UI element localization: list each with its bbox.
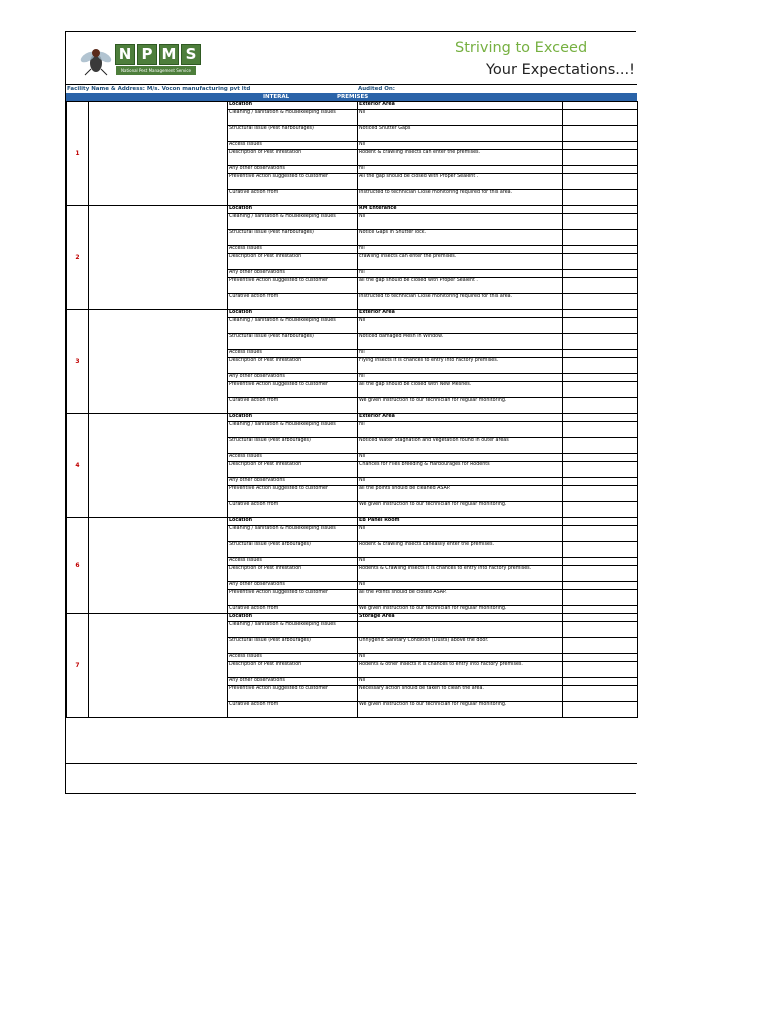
inspection-table <box>66 101 638 718</box>
remarks-cell <box>563 398 638 414</box>
remarks-cell <box>563 310 638 318</box>
row-value: Nil <box>358 582 563 590</box>
remarks-cell <box>563 334 638 350</box>
band-label-left: INTERAL <box>263 94 290 100</box>
row-label: Any other observations <box>228 166 358 174</box>
remarks-cell <box>563 206 638 214</box>
row-label: Structural Issue (Pest harbourages) <box>228 230 358 246</box>
remarks-cell <box>563 110 638 126</box>
npms-logo <box>78 41 196 81</box>
row-label: Location <box>228 102 358 110</box>
row-value: Rodent & crawling insects caneasily enter the premises. <box>358 542 563 558</box>
row-value: Noticed Water Stagnation and vegetation found in outer areas <box>358 438 563 454</box>
remarks-cell <box>563 174 638 190</box>
tagline-line-1: Striving to Exceed <box>455 40 588 56</box>
row-value: Nil <box>358 478 563 486</box>
row-value: We given instruction to our technician for regular monitoring. <box>358 606 563 614</box>
row-value: Instructed to technician Close monitoring required for this area. <box>358 190 563 206</box>
logo-subtitle: National Pest Management Service <box>116 66 196 75</box>
remarks-cell <box>563 166 638 174</box>
row-label: Curative action from <box>228 190 358 206</box>
remarks-cell <box>563 518 638 526</box>
row-label: Cleaning / sanitation & Housekeeping Issues <box>228 526 358 542</box>
row-label: Any other observations <box>228 582 358 590</box>
remarks-cell <box>563 526 638 542</box>
row-value: nil <box>358 166 563 174</box>
row-value: RM Enterance <box>358 206 563 214</box>
remarks-cell <box>563 246 638 254</box>
row-value: Nil <box>358 214 563 230</box>
remarks-cell <box>563 350 638 358</box>
section-number: 3 <box>67 310 89 414</box>
row-label: Any other observations <box>228 678 358 686</box>
section-number: 4 <box>67 414 89 518</box>
row-value: Noticed damaged Mesh in Window. <box>358 334 563 350</box>
row-label: Description of Pest Infestation <box>228 150 358 166</box>
row-label: Preventive Action suggested to customer <box>228 382 358 398</box>
row-value: nil <box>358 246 563 254</box>
row-value: Rodent & crawling insects can enter the premises. <box>358 150 563 166</box>
row-value: Exterior Area <box>358 414 563 422</box>
row-value: crawling insects can enter the premises. <box>358 254 563 270</box>
row-value: all the Points should be closed ASAP. <box>358 590 563 606</box>
row-label: Access Issues <box>228 558 358 566</box>
row-value: nil <box>358 350 563 358</box>
remarks-cell <box>563 190 638 206</box>
row-label: Cleaning / sanitation & Housekeeping Issues <box>228 422 358 438</box>
row-label: Description of Pest Infestation <box>228 566 358 582</box>
remarks-cell <box>563 422 638 438</box>
row-label: Cleaning / sanitation & Housekeeping Issues <box>228 110 358 126</box>
photo-cell <box>89 414 228 518</box>
table-row <box>67 206 638 214</box>
row-label: Preventive Action suggested to customer <box>228 486 358 502</box>
section-number: 2 <box>67 206 89 310</box>
remarks-cell <box>563 278 638 294</box>
row-label: Description of Pest Infestation <box>228 662 358 678</box>
row-value: Nil <box>358 558 563 566</box>
remarks-cell <box>563 318 638 334</box>
row-label: Preventive Action suggested to customer <box>228 590 358 606</box>
row-label: Location <box>228 518 358 526</box>
remarks-cell <box>563 270 638 278</box>
row-value: We given instruction to our technician for regular monitoring. <box>358 502 563 518</box>
row-label: Description of Pest Infestation <box>228 462 358 478</box>
table-row <box>67 102 638 110</box>
row-label: Cleaning / sanitation & Housekeeping Issues <box>228 318 358 334</box>
row-value: Unhygenic Sanitary Condition (Dusts) above the door. <box>358 638 563 654</box>
row-label: Preventive Action suggested to customer <box>228 278 358 294</box>
remarks-cell <box>563 414 638 422</box>
row-label: Structural Issue (Pest arbourages) <box>228 438 358 454</box>
photo-cell <box>89 614 228 718</box>
section-number: 6 <box>67 518 89 614</box>
remarks-cell <box>563 126 638 142</box>
row-label: Description of Pest Infestation <box>228 358 358 374</box>
row-label: Description of Pest Infestation <box>228 254 358 270</box>
row-label: Access Issues <box>228 350 358 358</box>
row-value: Notice Gaps in Shutter lock. <box>358 230 563 246</box>
table-row <box>67 614 638 622</box>
row-value: Chances for Flies breeding & Harbourages for Rodents <box>358 462 563 478</box>
remarks-cell <box>563 558 638 566</box>
facility-name: Facility Name & Address: M/s. Vocon manufacturing pvt ltd <box>67 86 251 92</box>
table-row <box>67 518 638 526</box>
tagline-line-2: Your Expectations...! <box>486 62 635 78</box>
logo-letter: P <box>137 44 157 65</box>
row-value: Nil <box>358 110 563 126</box>
row-value: Flying insects it is chances to entry into Factory premises. <box>358 358 563 374</box>
row-label: Any other observations <box>228 478 358 486</box>
photo-cell <box>89 518 228 614</box>
row-label: Structural Issue (Pest arbourages) <box>228 542 358 558</box>
row-value: Storage Area <box>358 614 563 622</box>
photo-cell <box>89 206 228 310</box>
row-label: Location <box>228 614 358 622</box>
remarks-cell <box>563 454 638 462</box>
row-value: Nil <box>358 318 563 334</box>
logo-letter: M <box>159 44 179 65</box>
section-number: 7 <box>67 614 89 718</box>
row-label: Curative action from <box>228 294 358 310</box>
section-band <box>66 93 637 101</box>
remarks-cell <box>563 374 638 382</box>
row-label: Curative action from <box>228 398 358 414</box>
row-value: EB Panel Room <box>358 518 563 526</box>
remarks-cell <box>563 230 638 246</box>
row-label: Cleaning / sanitation & Housekeeping Issues <box>228 214 358 230</box>
remarks-cell <box>563 358 638 374</box>
row-value: nil <box>358 374 563 382</box>
remarks-cell <box>563 662 638 678</box>
remarks-cell <box>563 590 638 606</box>
remarks-cell <box>563 502 638 518</box>
row-value: We given instruction to our technician for regular monitoring. <box>358 398 563 414</box>
remarks-cell <box>563 294 638 310</box>
row-value: Nil <box>358 454 563 462</box>
row-value: nil <box>358 422 563 438</box>
row-value: Rodents & Crawling Insects it is chances to entry into Factory premises. <box>358 566 563 582</box>
row-value: Rodents & other insects it is chances to entry into Factory premises. <box>358 662 563 678</box>
photo-cell <box>89 102 228 206</box>
remarks-cell <box>563 254 638 270</box>
row-label: Location <box>228 310 358 318</box>
remarks-cell <box>563 478 638 486</box>
row-value <box>358 622 563 638</box>
row-value: Exterior Area <box>358 310 563 318</box>
row-value: We given instruction to our technician for regular monitoring. <box>358 702 563 718</box>
remarks-cell <box>563 542 638 558</box>
remarks-cell <box>563 214 638 230</box>
row-value: nil <box>358 270 563 278</box>
row-label: Curative action from <box>228 702 358 718</box>
row-label: Curative action from <box>228 606 358 614</box>
band-label-right: PREMISES <box>337 94 369 100</box>
row-label: Access Issues <box>228 246 358 254</box>
remarks-cell <box>563 638 638 654</box>
remarks-cell <box>563 150 638 166</box>
remarks-cell <box>563 606 638 614</box>
logo-letter: N <box>115 44 135 65</box>
row-label: Preventive Action suggested to customer <box>228 686 358 702</box>
row-label: Structural Issue (Pest harbourages) <box>228 334 358 350</box>
row-value: Nil <box>358 526 563 542</box>
remarks-cell <box>563 678 638 686</box>
remarks-cell <box>563 142 638 150</box>
row-label: Cleaning / sanitation & Housekeeping Issues <box>228 622 358 638</box>
audited-on: Audited On: <box>358 86 395 92</box>
section-number: 1 <box>67 102 89 206</box>
row-label: Access Issues <box>228 142 358 150</box>
row-label: Any other observations <box>228 374 358 382</box>
row-value: Noticed Shutter Gaps <box>358 126 563 142</box>
logo-letter: S <box>181 44 201 65</box>
row-label: Access Issues <box>228 654 358 662</box>
table-row <box>67 414 638 422</box>
remarks-cell <box>563 654 638 662</box>
table-row <box>67 310 638 318</box>
photo-cell <box>89 310 228 414</box>
row-value: Nil <box>358 678 563 686</box>
sheet-footer <box>66 763 637 795</box>
row-label: Structural Issue (Pest harbourages) <box>228 126 358 142</box>
row-value: Nil <box>358 654 563 662</box>
remarks-cell <box>563 566 638 582</box>
logo-letters <box>115 44 201 65</box>
row-label: Curative action from <box>228 502 358 518</box>
row-value: Exterior Area <box>358 102 563 110</box>
remarks-cell <box>563 702 638 718</box>
remarks-cell <box>563 686 638 702</box>
row-value: Instructed to technician Close monitoring required for this area. <box>358 294 563 310</box>
row-value: Necessary action should be taken to clean the area. <box>358 686 563 702</box>
row-value: all the points should be cleaned ASAP. <box>358 486 563 502</box>
row-label: Location <box>228 414 358 422</box>
report-sheet <box>65 31 636 794</box>
row-value: All the gap should be closed with Proper Sealent . <box>358 174 563 190</box>
row-label: Access Issues <box>228 454 358 462</box>
report-header <box>66 32 637 84</box>
row-value: all the gap should be closed with Proper Sealent . <box>358 278 563 294</box>
remarks-cell <box>563 622 638 638</box>
row-value: Nil <box>358 142 563 150</box>
remarks-cell <box>563 462 638 478</box>
row-label: Structural Issue (Pest arbourages) <box>228 638 358 654</box>
remarks-cell <box>563 614 638 622</box>
row-value: all the gap should be closed with New Meshes. <box>358 382 563 398</box>
remarks-cell <box>563 486 638 502</box>
fly-icon <box>78 43 114 79</box>
row-label: Location <box>228 206 358 214</box>
remarks-cell <box>563 382 638 398</box>
remarks-cell <box>563 102 638 110</box>
remarks-cell <box>563 582 638 590</box>
remarks-cell <box>563 438 638 454</box>
row-label: Preventive Action suggested to customer <box>228 174 358 190</box>
row-label: Any other observations <box>228 270 358 278</box>
